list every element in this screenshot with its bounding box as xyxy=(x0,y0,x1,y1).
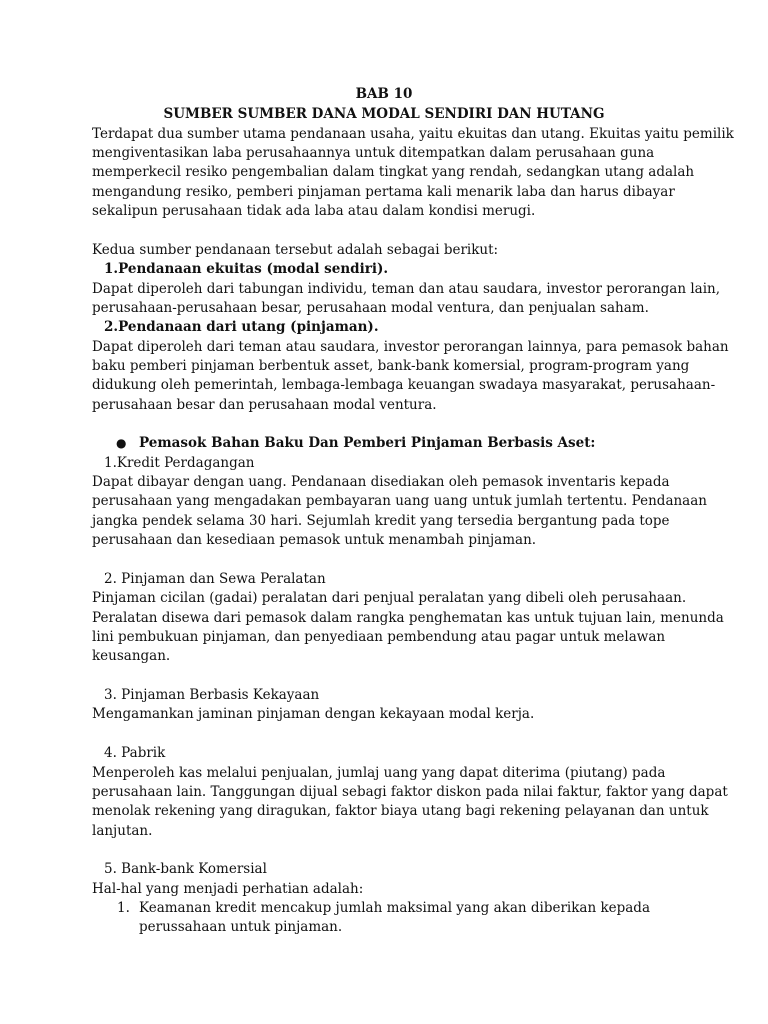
debt-line: didukung oleh pemerintah, lembaga-lembaga keuangan swadaya masyarakat, perusahaan- xyxy=(92,377,716,393)
chapter-title: SUMBER SUMBER DANA MODAL SENDIRI DAN HUTANG xyxy=(163,106,605,122)
list-item-line: perussahaan untuk pinjaman. xyxy=(139,919,343,935)
section-1-line: perusahaan dan kesediaan pemasok untuk menambah pinjaman. xyxy=(92,532,537,548)
section-4-line: lanjutan. xyxy=(92,823,153,839)
sources-intro: Kedua sumber pendanaan tersebut adalah sebagai berikut: xyxy=(92,242,499,258)
section-1-line: jangka pendek selama 30 hari. Sejumlah kredit yang tersedia bergantung pada tope xyxy=(92,513,670,529)
intro-line: sekalipun perusahaan tidak ada laba atau dalam kondisi merugi. xyxy=(92,203,536,219)
section-2-line: lini pembukuan pinjaman, dan penyediaan pembendung atau pagar untuk melawan xyxy=(92,629,666,645)
intro-line: mengiventasikan laba perusahaannya untuk ditempatkan dalam perusahaan guna xyxy=(92,145,655,161)
section-1-line: perusahaan yang mengadakan pembayaran uang uang untuk jumlah tertentu. Pendanaan xyxy=(92,493,707,509)
section-title-1: 1.Kredit Perdagangan xyxy=(104,455,255,471)
debt-line: baku pemberi pinjaman berbentuk asset, bank-bank komersial, program-program yang xyxy=(92,358,690,374)
section-title-2: 2. Pinjaman dan Sewa Peralatan xyxy=(104,571,326,587)
section-4-line: menolak rekening yang diragukan, faktor biaya utang bagi rekening pelayanan dan untuk xyxy=(92,803,709,819)
intro-line: mengandung resiko, pemberi pinjaman pertama kali menarik laba dan harus dibayar xyxy=(92,184,675,200)
list-number: 1. xyxy=(117,900,130,916)
section-5-intro: Hal-hal yang menjadi perhatian adalah: xyxy=(92,881,364,897)
intro-line: memperkecil resiko pengembalian dalam tingkat yang rendah, sedangkan utang adalah xyxy=(92,164,695,180)
section-1-line: Dapat dibayar dengan uang. Pendanaan disediakan oleh pemasok inventaris kepada xyxy=(92,474,670,490)
section-4-line: Menperoleh kas melalui penjualan, jumlaj uang yang dapat diterima (piutang) pada xyxy=(92,765,666,781)
intro-line: Terdapat dua sumber utama pendanaan usaha, yaitu ekuitas dan utang. Ekuitas yaitu pemilik xyxy=(92,126,734,142)
section-2-line: keusangan. xyxy=(92,648,171,664)
section-title-3: 3. Pinjaman Berbasis Kekayaan xyxy=(104,687,320,703)
debt-line: Dapat diperoleh dari teman atau saudara, investor perorangan lainnya, para pemasok bahan xyxy=(92,339,729,355)
equity-line: perusahaan-perusahaan besar, perusahaan modal ventura, dan penjualan saham. xyxy=(92,300,649,316)
equity-line: Dapat diperoleh dari tabungan individu, teman dan atau saudara, investor perorangan lain, xyxy=(92,281,721,297)
section-4-line: perusahaan lain. Tanggungan dijual sebagi faktor diskon pada nilai faktur, faktor yang dapat xyxy=(92,784,728,800)
chapter-number: BAB 10 xyxy=(355,86,413,102)
section-title-4: 4. Pabrik xyxy=(104,745,166,761)
heading-equity: 1.Pendanaan ekuitas (modal sendiri). xyxy=(104,261,389,277)
section-3-line: Mengamankan jaminan pinjaman dengan kekayaan modal kerja. xyxy=(92,706,535,722)
debt-line: perusahaan besar dan perusahaan modal ventura. xyxy=(92,397,437,413)
section-2-line: Peralatan disewa dari pemasok dalam rangka penghematan kas untuk tujuan lain, menunda xyxy=(92,610,724,626)
section-2-line: Pinjaman cicilan (gadai) peralatan dari penjual peralatan yang dibeli oleh perusahaan. xyxy=(92,590,687,606)
bullet-icon: ● xyxy=(116,436,127,450)
bullet-heading: Pemasok Bahan Baku Dan Pemberi Pinjaman Berbasis Aset: xyxy=(139,435,596,451)
section-title-5: 5. Bank-bank Komersial xyxy=(104,861,267,877)
list-item-line: Keamanan kredit mencakup jumlah maksimal yang akan diberikan kepada xyxy=(139,900,651,916)
heading-debt: 2.Pendanaan dari utang (pinjaman). xyxy=(104,319,379,335)
